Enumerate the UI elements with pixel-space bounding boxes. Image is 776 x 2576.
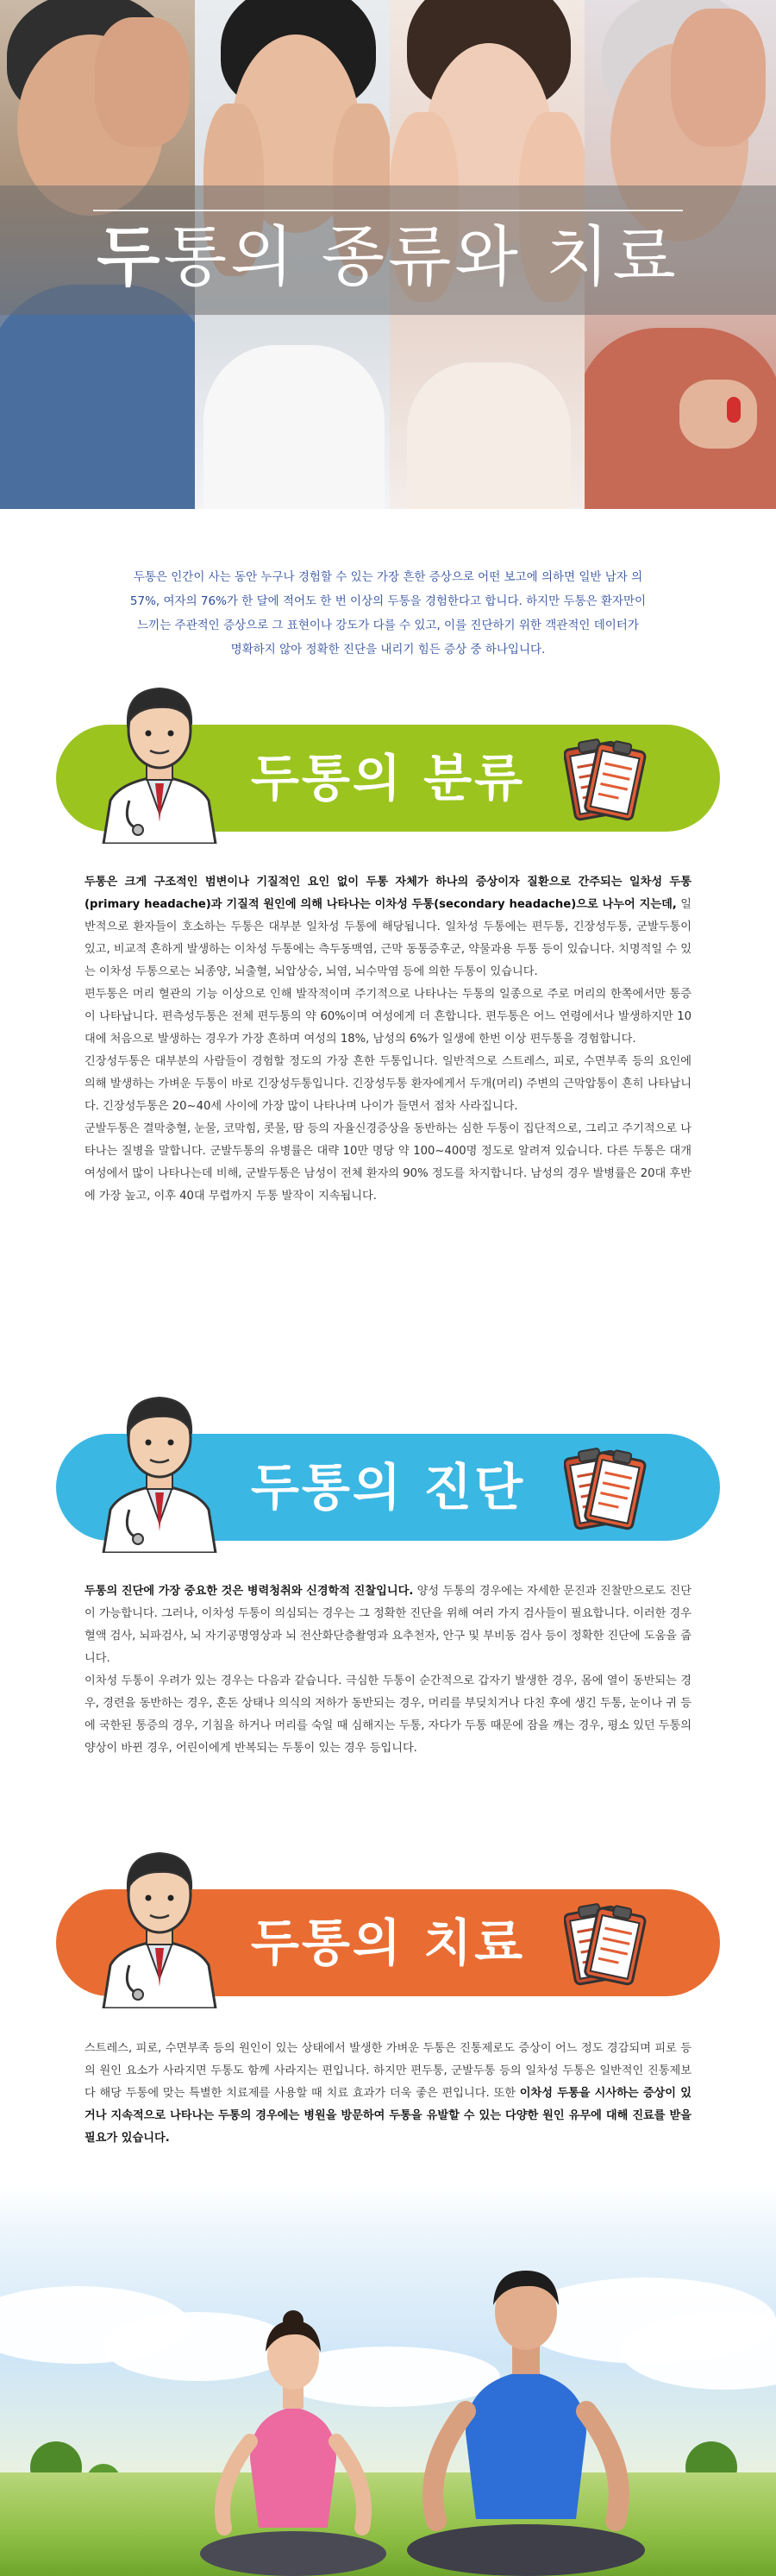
classification-p1-rest: 일반적으로 환자들이 호소하는 두통은 대부분 일차성 두통에 해당됩니다. 일차성 두통에는 편두통, 긴장성두통, 군발두통이 있고, 비교적 흔하게 발생하는 이차성 두통에는 측두동맥염, 근막 동통증후군, 약물과용 두통 등이 있습니다. 치명적일 수 있는 이차성 두통으로는 뇌종양, 뇌출혈, 뇌압상승, 뇌염, 뇌수막염 등에 의한 두통이 있습니다. <box>84 898 692 978</box>
treatment-body <box>84 2038 692 2150</box>
intro-line: 두통은 인간이 사는 동안 누구나 경험할 수 있는 가장 흔한 증상으로 어떤 보고에 의하면 일반 남자 의 <box>133 570 643 584</box>
meditation-scene-image <box>0 2183 776 2576</box>
classification-paragraph-4: 군발두통은 결막충혈, 눈물, 코막힘, 콧물, 땀 등의 자율신경증상을 동반하는 심한 두통이 집단적으로, 그리고 주기적으로 나타나는 질병을 말합니다. 군발두통의 유병률은 대략 10만 명당 약 100~400명 정도로 알려져 있습니다. 다른 두통은 대개 여성에서 많이 나타나는데 비해, 군발두통은 남성이 전체 환자의 90% 정도를 차지합니다. 남성의 경우 발병률은 20대 후반에 가장 높고, 이후 40대 무렵까지 두통 발작이 지속됩니다. <box>84 1122 692 1203</box>
section-title-diagnosis: 두통의 진단 <box>250 1458 526 1517</box>
hero-title-first-char: 두 <box>97 218 164 295</box>
diagnosis-p1-bold: 두통의 진단에 가장 중요한 것은 병력청취와 신경학적 진찰입니다. <box>84 1585 414 1598</box>
section-title-classification: 두통의 분류 <box>250 749 526 807</box>
meditating-woman-figure <box>198 2303 388 2576</box>
doctor-icon <box>95 671 224 844</box>
intro-line: 명확하지 않아 정확한 진단을 내리기 힘든 증상 중 하나입니다. <box>230 643 546 657</box>
grass-field <box>0 2472 776 2576</box>
treatment-p1-bold: 이차성 두통을 시사하는 증상이 있거나 지속적으로 나타나는 두통의 경우에는 병원을 방문하여 두통을 유발할 수 있는 다양한 원인 유무에 대해 진료를 받을 필요가 있습니다. <box>84 2087 692 2145</box>
clipboard-icon <box>564 1441 647 1532</box>
hero-title-divider <box>93 210 683 211</box>
hero-title <box>0 214 776 300</box>
classification-paragraph-1 <box>84 871 692 983</box>
intro-line: 57%, 여자의 76%가 한 달에 적어도 한 번 이상의 두통을 경험한다고 합니다. 하지만 두통은 환자만이 <box>129 594 647 608</box>
treatment-paragraph-1 <box>84 2038 692 2150</box>
clipboard-icon <box>564 732 647 823</box>
classification-body <box>84 871 692 1208</box>
classification-paragraph-3: 긴장성두통은 대부분의 사람들이 경험할 정도의 가장 흔한 두통입니다. 일반적으로 스트레스, 피로, 수면부족 등의 요인에 의해 발생하는 가벼운 두통이 바로 긴장성두통입니다. 긴장성두통 환자에게서 두개(머리) 주변의 근막압통이 흔히 나타납니다. 긴장성두통은 20~40세 사이에 가장 많이 나타나며 나이가 들면서 점차 사라집니다. <box>84 1055 692 1113</box>
hero-title-rest: 통의 종류와 치료 <box>163 218 679 295</box>
diagnosis-paragraph-2: 이차성 두통이 우려가 있는 경우는 다음과 같습니다. 극심한 두통이 순간적으로 갑자기 발생한 경우, 몸에 열이 동반되는 경우, 경련을 동반하는 경우, 혼돈 상태나 의식의 저하가 동반되는 경우, 머리를 부딪치거나 다친 후에 생긴 두통, 눈이나 귀 등에 국한된 통증의 경우, 기침을 하거나 머리를 숙일 때 심해지는 두통, 자다가 두통 때문에 잠을 깨는 경우, 평소 있던 두통의 양상이 바뀐 경우, 어린이에게 반복되는 두통이 있는 경우 등입니다. <box>84 1674 692 1755</box>
diagnosis-paragraph-1 <box>84 1580 692 1670</box>
section-header-treatment <box>47 1836 729 2008</box>
diagnosis-p1-rest: 양성 두통의 경우에는 자세한 문진과 진찰만으로도 진단이 가능합니다. 그러나, 이차성 두통이 의심되는 경우는 그 정확한 진단을 위해 여러 가지 검사들이 필요합니다. 이러한 경우 혈액 검사, 뇌파검사, 뇌 자기공명영상과 뇌 전산화단층촬영과 요추천자, 안구 및 부비동 검사 등이 정확한 진단에 도움을 줍니다. <box>84 1585 692 1665</box>
classification-paragraph-2: 편두통은 머리 혈관의 기능 이상으로 인해 발작적이며 주기적으로 나타나는 두통의 일종으로 주로 머리의 한쪽에서만 통증이 나타납니다. 편측성두통은 전체 편두통의 약 60%이며 여성에게 더 흔합니다. 편두통은 어느 연령에서나 발생하지만 10대에 처음으로 발생하는 경우가 가장 흔하며 여성의 18%, 남성의 6%가 일생에 한번 이상 편두통을 경험합니다. <box>84 988 692 1046</box>
classification-p1-bold: 두통은 크게 구조적인 범변이나 기질적인 요인 없이 두통 자체가 하나의 증상이자 질환으로 간주되는 일차성 두통(primary headache)과 기질적 원인에 의해 나타나는 이차성 두통(secondary headache)으로 나누어 지는데, <box>84 876 692 911</box>
doctor-icon <box>95 1836 224 2008</box>
treatment-p1-a: 스트레스, 피로, 수면부족 등의 원인이 있는 상태에서 발생한 가벼운 두통은 진통제로도 증상이 어느 정도 경감되며 피로 등의 원인 요소가 사라지면 두통도 함께 사라지는 편입니다. 하지만 편두통, 군발두통 등의 일차성 두통은 일반적인 진통제보다 해당 두통에 맞는 특별한 치료제를 사용할 때 치료 효과가 더욱 좋은 편입니다. 또한 <box>84 2042 692 2100</box>
section-header-diagnosis <box>47 1380 729 1553</box>
doctor-icon <box>95 1380 224 1553</box>
intro-line: 느끼는 주관적인 증상으로 그 표현이나 강도가 다를 수 있고, 이를 진단하기 위한 객관적인 데이터가 <box>137 619 639 632</box>
meditating-man-figure <box>405 2252 647 2576</box>
section-header-classification <box>47 671 729 844</box>
intro-text <box>82 565 694 662</box>
diagnosis-body <box>84 1580 692 1760</box>
hero-banner <box>0 0 776 509</box>
section-title-treatment: 두통의 치료 <box>250 1913 526 1972</box>
clipboard-icon <box>564 1896 647 1988</box>
